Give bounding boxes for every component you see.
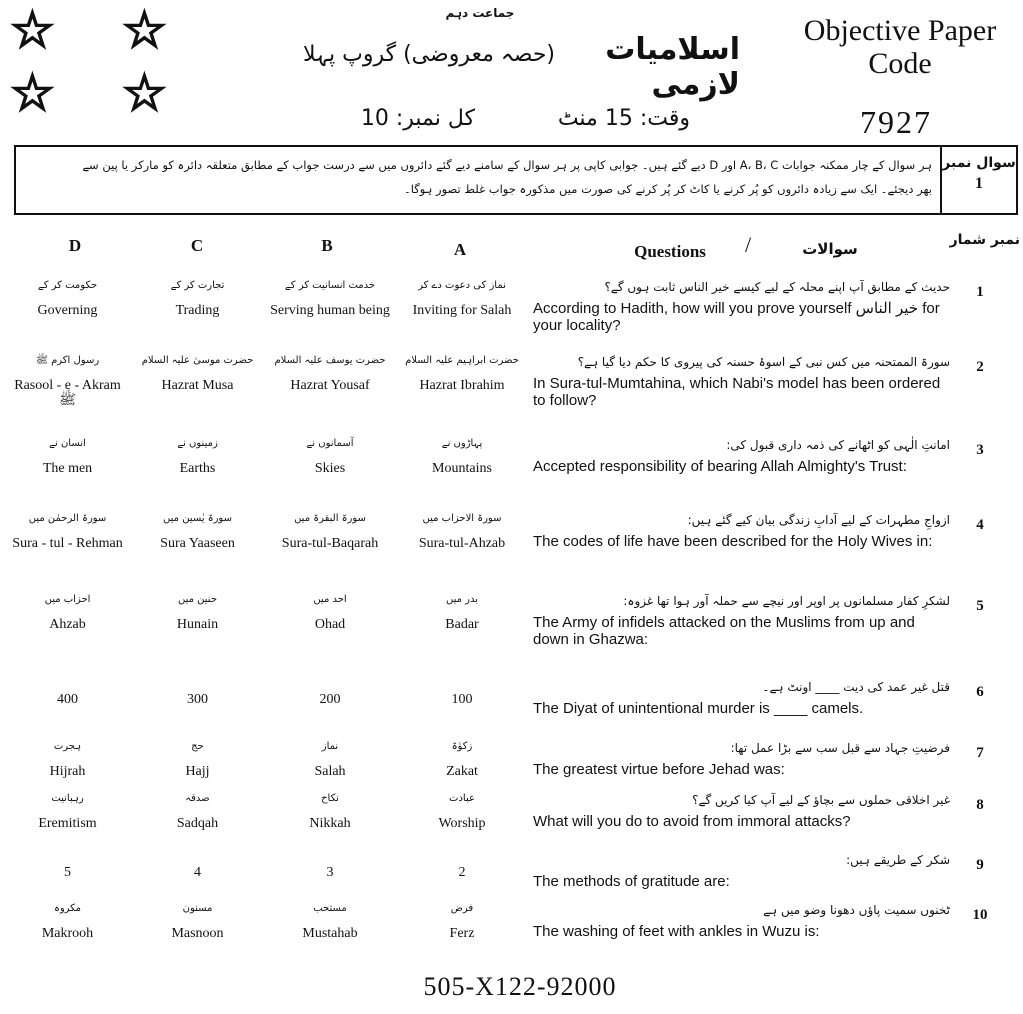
question-number: 10 xyxy=(972,907,988,923)
footer-code: 505-X122-92000 xyxy=(423,972,617,1001)
option-b-english: Skies xyxy=(314,461,346,476)
time-label: وقت: 15 منٹ xyxy=(557,106,690,131)
option-c-english: Earths xyxy=(179,461,216,476)
number-urdu-header: نمبر شمار xyxy=(949,232,1020,248)
option-b-english: Salah xyxy=(314,764,346,779)
option-c xyxy=(135,680,260,707)
option-d-english: The men xyxy=(42,461,93,476)
option-b-english: Hazrat Yousaf xyxy=(290,378,370,393)
question-english: The methods of gratitude are: xyxy=(533,873,730,890)
option-b xyxy=(265,741,395,779)
instructions-text xyxy=(22,153,932,201)
option-d-english: Rasool - e - Akram ﷺ xyxy=(14,378,121,409)
question-urdu: امانتِ الٰہی کو اٹھانے کی ذمہ داری قبول کی: xyxy=(726,438,950,452)
question-number: 2 xyxy=(976,359,984,375)
option-c xyxy=(135,793,260,831)
option-d-urdu: ہجرت xyxy=(53,741,82,752)
option-d-english: 400 xyxy=(57,692,78,707)
question-urdu: سورۃ الممتحنہ میں کس نبی کے اسوۂ حسنہ کی پیروی کا حکم دیا گیا ہے؟ xyxy=(577,355,950,369)
option-c-english: Sadqah xyxy=(176,816,219,831)
option-c xyxy=(135,280,260,318)
option-a-english: Inviting for Salah xyxy=(412,303,512,318)
option-c-urdu: حضرت موسیٰ علیہ السلام xyxy=(141,355,254,366)
question-number: 8 xyxy=(976,797,984,813)
star-icon: ☆ xyxy=(10,1,55,59)
questions-header: Questions xyxy=(634,242,706,261)
option-d-english: Ahzab xyxy=(49,617,86,632)
option-d-urdu: رہبانیت xyxy=(51,793,84,804)
option-c-english: Sura Yaaseen xyxy=(160,536,235,551)
option-d-urdu: رسول اکرم ﷺ xyxy=(35,355,100,366)
option-c-english: 300 xyxy=(187,692,208,707)
option-d xyxy=(10,793,125,831)
option-d-english: Governing xyxy=(37,303,98,318)
option-b-english: 200 xyxy=(319,692,341,707)
option-d-english: 5 xyxy=(64,865,71,880)
question-urdu: ٹخنوں سمیت پاؤں دھونا وضو میں ہے xyxy=(763,903,950,917)
question-number: 6 xyxy=(976,684,984,700)
option-c-urdu: حنین میں xyxy=(178,594,217,605)
option-a-english: 2 xyxy=(458,865,466,880)
instructions-box xyxy=(14,145,1018,215)
option-a xyxy=(398,793,526,831)
option-b-english: Ohad xyxy=(314,617,346,632)
option-c-urdu: زمینوں نے xyxy=(177,438,218,449)
question-english: The codes of life have been described for the Holy Wives in: xyxy=(533,533,933,550)
option-c xyxy=(135,438,260,476)
instructions-label-cell xyxy=(940,147,1016,213)
option-a xyxy=(398,280,526,318)
question-number: 3 xyxy=(976,442,984,458)
question-english: What will you do to avoid from immoral attacks? xyxy=(533,813,851,830)
option-b-urdu: نماز xyxy=(321,741,339,752)
question-english: In Sura-tul-Mumtahina, which Nabi's model has been ordered to follow? xyxy=(533,375,941,410)
option-b-urdu: آسمانوں نے xyxy=(306,438,354,449)
option-b xyxy=(265,903,395,941)
star-icon: ☆ xyxy=(122,1,167,59)
option-c xyxy=(135,355,260,393)
option-a xyxy=(398,513,526,551)
option-a-urdu: بدر میں xyxy=(445,594,479,605)
instructions-label: سوال نمبر xyxy=(942,155,1016,171)
option-d-urdu: مکروہ xyxy=(53,903,82,914)
option-c-urdu: مسنون xyxy=(182,903,213,914)
option-c-english: Masnoon xyxy=(171,926,224,941)
option-b-urdu: احد میں xyxy=(313,594,347,605)
option-d-english: Eremitism xyxy=(38,816,97,831)
option-b xyxy=(265,438,395,476)
option-c-urdu: تجارت کر کے xyxy=(170,280,225,291)
question-english: Accepted responsibility of bearing Allah Almighty's Trust: xyxy=(533,458,907,475)
option-b xyxy=(265,793,395,831)
option-b-english: Sura-tul-Baqarah xyxy=(281,536,379,551)
option-c xyxy=(135,594,260,632)
option-d xyxy=(10,680,125,707)
option-d xyxy=(10,438,125,476)
option-a-english: Sura-tul-Ahzab xyxy=(418,536,506,551)
option-c-english: 4 xyxy=(194,865,201,880)
option-a-english: Worship xyxy=(438,816,486,831)
option-a-english: Hazrat Ibrahim xyxy=(419,378,505,393)
question-urdu: قتل غیر عمد کی دیت ____ اونٹ ہے۔ xyxy=(762,680,950,694)
question-urdu: لشکرِ کفار مسلمانوں پر اوپر اور نیچے سے حملہ آور ہوا تھا غزوہ: xyxy=(623,594,950,608)
option-a xyxy=(398,903,526,941)
header-slash: / xyxy=(744,232,752,257)
question-urdu: حدیث کے مطابق آپ اپنے محلہ کے لیے کیسے خیر الناس ثابت ہوں گے؟ xyxy=(604,280,950,294)
option-d xyxy=(10,355,125,409)
question-number: 7 xyxy=(976,745,984,761)
question-english: The Army of infidels attacked on the Muslims from up and down in Ghazwa: xyxy=(533,614,915,649)
paper-title-line2: Code xyxy=(868,47,932,80)
paper-title-line1: Objective Paper xyxy=(803,14,997,47)
option-b-urdu: نکاح xyxy=(321,793,339,804)
star-icon: ☆ xyxy=(122,64,167,122)
option-a-english: Badar xyxy=(445,617,479,632)
option-c xyxy=(135,853,260,880)
option-a-urdu: سورۃ الاحزاب میں xyxy=(422,513,502,524)
option-a xyxy=(398,741,526,779)
option-c-english: Hajj xyxy=(185,764,210,779)
option-d xyxy=(10,903,125,941)
option-a xyxy=(398,680,526,707)
option-c-english: Trading xyxy=(175,303,220,318)
question-urdu: شکر کے طریقے ہیں: xyxy=(846,853,950,867)
column-c-header: C xyxy=(190,236,204,255)
instructions-line2: بھر دیجئے۔ ایک سے زیادہ دائروں کو پُر کرنے یا کاٹ کر پُر کرنے کی صورت میں مذکورہ جواب غلط تصور ہوگا۔ xyxy=(403,182,932,196)
question-number: 9 xyxy=(976,857,984,873)
column-a-header: A xyxy=(453,240,467,259)
question-number: 1 xyxy=(975,175,983,192)
option-d-english: Sura - tul - Rehman xyxy=(12,536,123,551)
option-b-urdu: حضرت یوسف علیہ السلام xyxy=(274,355,386,366)
option-d-english: Hijrah xyxy=(49,764,86,779)
option-a-urdu: فرض xyxy=(450,903,474,914)
question-english: The washing of feet with ankles in Wuzu is: xyxy=(533,923,820,940)
option-b xyxy=(265,853,395,880)
option-d xyxy=(10,741,125,779)
option-c-urdu: صدقہ xyxy=(185,793,210,804)
option-a-urdu: پہاڑوں نے xyxy=(441,438,483,449)
option-b-urdu: سورۃ البقرۃ میں xyxy=(294,513,366,524)
option-b-english: 3 xyxy=(326,865,334,880)
option-a-urdu: نماز کی دعوت دے کر xyxy=(418,280,506,291)
option-c xyxy=(135,903,260,941)
column-d-header: D xyxy=(68,236,82,255)
question-english: The greatest virtue before Jehad was: xyxy=(533,761,785,778)
class-label: جماعت دہم xyxy=(445,6,515,20)
option-b-english: Serving human being xyxy=(270,303,390,318)
option-a-urdu: حضرت ابراہیم علیہ السلام xyxy=(405,355,519,366)
question-number: 5 xyxy=(976,598,984,614)
total-marks: کل نمبر: 10 xyxy=(360,106,475,131)
option-a-english: Mountains xyxy=(432,461,492,476)
question-english: The Diyat of unintentional murder is ____ camels. xyxy=(533,700,864,717)
option-c-urdu: سورۃ یٰسین میں xyxy=(163,513,232,524)
option-d xyxy=(10,853,125,880)
option-d-english: Makrooh xyxy=(41,926,94,941)
option-b xyxy=(265,280,395,318)
option-d-urdu: سورۃ الرحمٰن میں xyxy=(28,513,107,524)
option-b-english: Nikkah xyxy=(309,816,351,831)
question-number: 4 xyxy=(976,517,984,533)
questions-urdu-header: سوالات xyxy=(802,240,858,258)
option-a-urdu: عبادت xyxy=(449,793,475,804)
option-b xyxy=(265,594,395,632)
option-c-english: Hazrat Musa xyxy=(161,378,234,393)
option-d xyxy=(10,594,125,632)
question-urdu: غیر اخلاقی حملوں سے بچاؤ کے لیے آپ کیا کریں گے؟ xyxy=(692,793,950,807)
question-urdu: فرضیتِ جہاد سے قبل سب سے بڑا عمل تھا: xyxy=(730,741,950,755)
subject-title: اسلامیات لازمی xyxy=(605,32,740,102)
option-d xyxy=(10,280,125,318)
paper-title xyxy=(780,14,1020,80)
option-b xyxy=(265,513,395,551)
option-c-urdu: حج xyxy=(191,741,204,752)
option-d-urdu: احزاب میں xyxy=(44,594,91,605)
option-c-english: Hunain xyxy=(176,617,219,632)
option-a xyxy=(398,355,526,393)
question-number: 1 xyxy=(976,284,984,300)
column-b-header: B xyxy=(321,236,333,255)
option-b-urdu: خدمت انسانیت کر کے xyxy=(284,280,376,291)
star-icon: ☆ xyxy=(10,64,55,122)
option-c xyxy=(135,741,260,779)
option-b xyxy=(265,680,395,707)
option-a xyxy=(398,853,526,880)
section-label: (حصہ معروضی) گروپ پہلا xyxy=(303,42,555,67)
option-a xyxy=(398,438,526,476)
option-d-urdu: حکومت کر کے xyxy=(37,280,98,291)
option-d-urdu: انسان نے xyxy=(49,438,86,449)
question-urdu: ازواجِ مطہرات کے لیے آدابِ زندگی بیان کیے گئے ہیں: xyxy=(687,513,950,527)
option-a-english: 100 xyxy=(451,692,473,707)
option-a xyxy=(398,594,526,632)
instructions-line1: ہر سوال کے چار ممکنہ جوابات A، B، C اور D دیے گئے ہیں۔ جوابی کاپی پر ہر سوال کے سامنے دیے گئے دائروں میں سے درست جواب کے مطابق متعلقہ دائرہ کو مارکر یا پین سے xyxy=(82,158,932,172)
question-english: According to Hadith, how will you prove yourself خیر الناس for your locality? xyxy=(533,300,940,335)
option-b-urdu: مستحب xyxy=(313,903,347,914)
paper-code: 7927 xyxy=(860,104,932,140)
option-b-english: Mustahab xyxy=(302,926,358,941)
option-a-urdu: زکوٰۃ xyxy=(451,741,473,752)
option-d xyxy=(10,513,125,551)
option-c xyxy=(135,513,260,551)
option-a-english: Ferz xyxy=(449,926,475,941)
option-b xyxy=(265,355,395,393)
option-a-english: Zakat xyxy=(446,764,478,779)
